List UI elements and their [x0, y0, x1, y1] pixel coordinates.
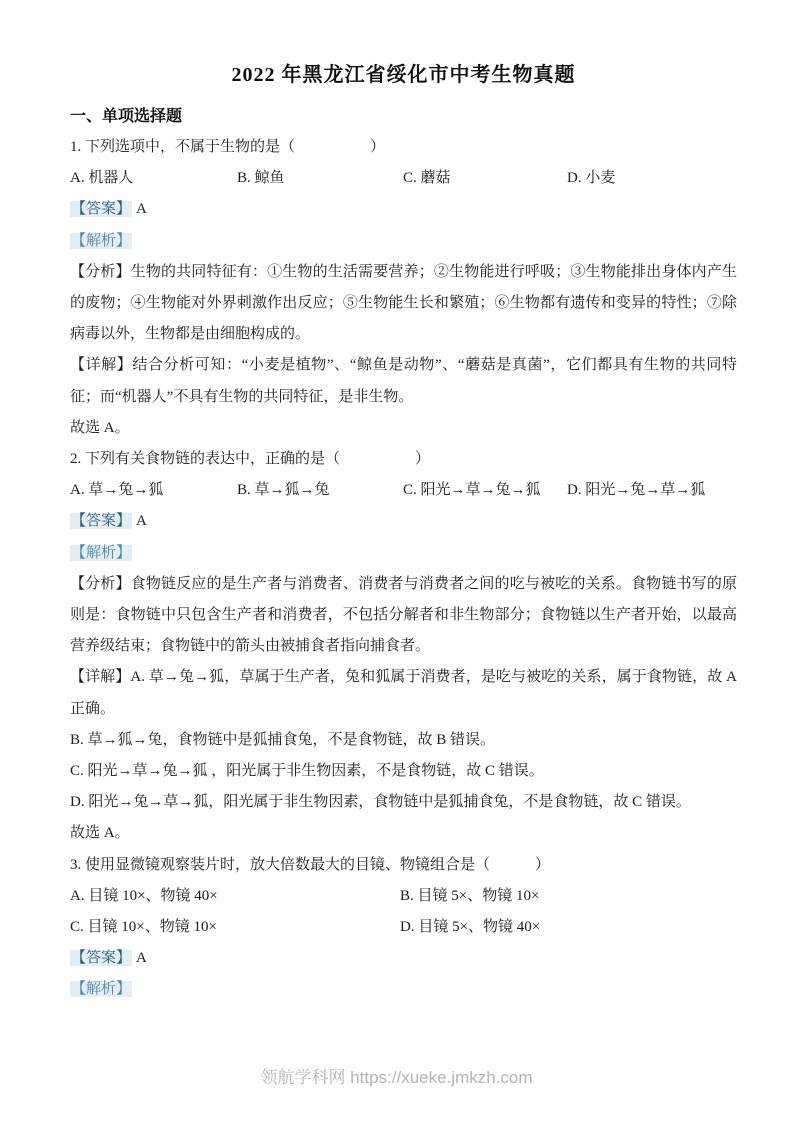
question-3-option-d: D. 目镜 5×、物镜 40×: [400, 919, 541, 936]
question-2-detail-c: C. 阳光→草→兔→狐 ，阳光属于非生物因素，不是食物链，故 C 错误。: [70, 763, 544, 780]
question-2-detail-d: D. 阳光→兔→草→狐，阳光属于非生物因素，食物链中是狐捕食兔，不是食物链，故 C 错误。: [70, 794, 691, 811]
question-1-option-d: D. 小麦: [567, 170, 616, 187]
question-1-analysis-paragraph: 【分析】生物的共同特征有：①生物的生活需要营养；②生物能进行呼吸；③生物能排出身体内产生的废物；④生物能对外界刺激作出反应；⑤生物能生长和繁殖；⑥生物都有遗传和变异的特性；⑦除病毒以外，生物都是由细胞构成的。: [70, 263, 737, 343]
question-3-option-c: C. 目镜 10×、物镜 10×: [70, 919, 217, 936]
question-3: [70, 850, 737, 1006]
question-1-option-a: A. 机器人: [70, 170, 134, 187]
question-1-option-b: B. 鲸鱼: [237, 170, 285, 187]
question-2-detail-b: B. 草→狐→兔，食物链中是狐捕食兔，不是食物链，故 B 错误。: [70, 731, 496, 748]
question-1-answer-value: A: [136, 201, 147, 218]
question-1-detail-paragraph: 【详解】结合分析可知：“小麦是植物”、“鲸鱼是动物”、“蘑菇是真菌”，它们都具有生物的共同特征；而“机器人”不具有生物的共同特征，是非生物。: [70, 357, 737, 405]
answer-label: 【答案】: [71, 513, 132, 530]
answer-label: 【答案】: [71, 201, 132, 218]
question-3-option-a: A. 目镜 10×、物镜 40×: [70, 887, 218, 904]
document-content: [70, 0, 737, 1006]
question-2-conclusion: 故选 A。: [70, 825, 130, 842]
question-3-analysis-line: [70, 974, 737, 1005]
question-2-analysis-paragraph: 【分析】食物链反应的是生产者与消费者、消费者与消费者之间的吃与被吃的关系。食物链书写的原则是：食物链中只包含生产者和消费者，不包括分解者和非生物部分；食物链以生产者开始，以最高营养级结束；食物链中的箭头由被捕食者指向捕食者。: [70, 575, 737, 655]
question-1-analysis-line: [70, 226, 737, 257]
question-1-options: [70, 163, 737, 194]
question-3-answer-line: [70, 943, 737, 974]
question-3-stem: 3. 使用显微镜观察装片时，放大倍数最大的目镜、物镜组合是（ ）: [70, 856, 551, 873]
question-2-option-d: D. 阳光→兔→草→狐: [567, 482, 706, 499]
document-title: 2022 年黑龙江省绥化市中考生物真题: [231, 64, 576, 86]
question-1-option-c: C. 蘑菇: [403, 170, 451, 187]
analysis-label: 【解析】: [71, 232, 132, 249]
question-2-options: [70, 475, 737, 506]
question-2-answer-line: [70, 506, 737, 537]
question-2-answer-value: A: [136, 513, 147, 530]
question-2-option-b: B. 草→狐→兔: [237, 482, 330, 499]
analysis-label: 【解析】: [71, 544, 132, 561]
question-3-option-b: B. 目镜 5×、物镜 10×: [400, 887, 540, 904]
question-3-options-row-1: [70, 881, 737, 912]
analysis-label: 【解析】: [71, 981, 132, 998]
question-2-stem: 2. 下列有关食物链的表达中，正确的是（ ）: [70, 451, 431, 468]
question-1-stem: 1. 下列选项中，不属于生物的是（ ）: [70, 139, 386, 155]
answer-label: 【答案】: [71, 950, 132, 967]
question-2-detail-a: 【详解】A. 草→兔→狐，草属于生产者，兔和狐属于消费者，是吃与被吃的关系，属于食物链，故 A 正确。: [70, 669, 737, 717]
question-2: [70, 444, 737, 850]
question-1: [70, 132, 737, 444]
question-2-analysis-line: [70, 538, 737, 569]
question-3-answer-value: A: [136, 950, 147, 967]
watermark: 领航学科网 https://xueke.jmkzh.com: [260, 1068, 533, 1087]
section-heading: 一、单项选择题: [70, 108, 183, 125]
question-2-option-c: C. 阳光→草→兔→狐: [403, 482, 541, 499]
question-2-option-a: A. 草→兔→狐: [70, 482, 164, 499]
question-1-answer-line: [70, 194, 737, 225]
question-1-conclusion: 故选 A。: [70, 419, 130, 436]
question-3-options-row-2: [70, 912, 737, 943]
